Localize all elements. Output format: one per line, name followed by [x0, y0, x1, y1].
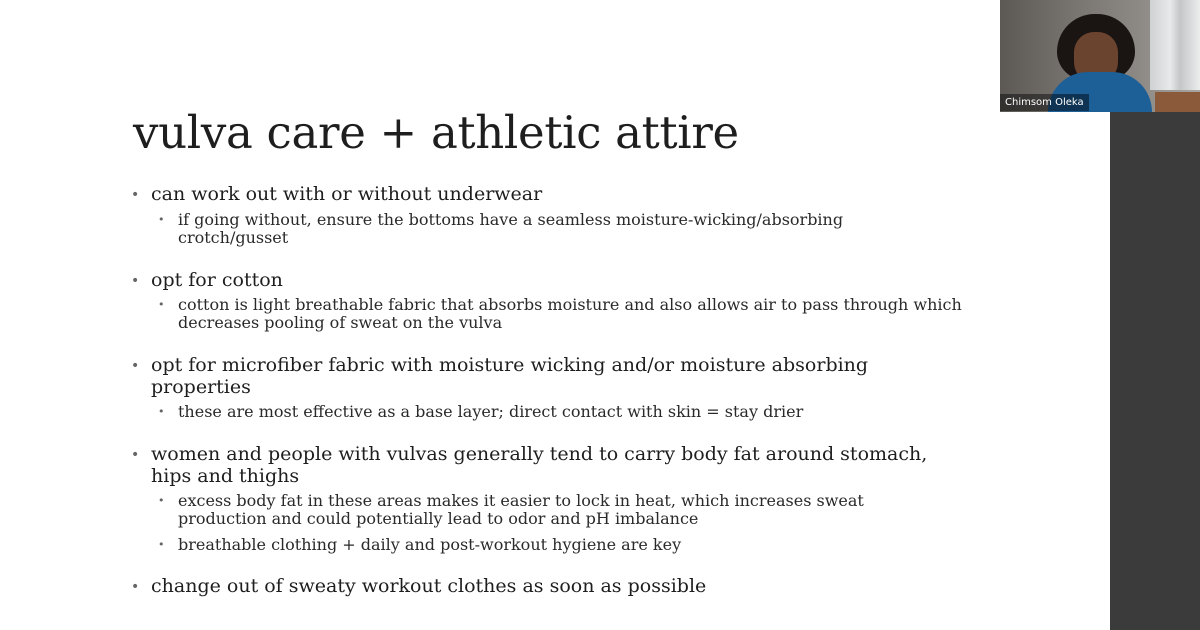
sub-bullet-text: cotton is light breathable fabric that absorbs moisture and also allows air to pass through which decreases pooling of sweat on the vulva [178, 295, 962, 332]
bullet-text: women and people with vulvas generally tend to carry body fat around stomach, hips and thighs [151, 443, 928, 487]
sub-bullet-text: if going without, ensure the bottoms have a seamless moisture-wicking/absorbing crotch/gusset [178, 210, 844, 247]
bullet-dot-icon: • [158, 538, 165, 551]
sub-bullet-text: excess body fat in these areas makes it easier to lock in heat, which increases sweat production and could potentially lead to odor and pH imbalance [178, 491, 864, 528]
bullet-dot-icon: • [131, 447, 140, 463]
bullet-dot-icon: • [131, 273, 140, 289]
bullet-dot-icon: • [158, 213, 165, 226]
sub-bullet-item [128, 492, 978, 528]
bullet-text: opt for cotton [151, 269, 283, 291]
bullet-item [128, 575, 1031, 597]
bullet-item [128, 443, 971, 487]
bullet-dot-icon: • [158, 298, 165, 311]
video-furniture [1155, 92, 1200, 112]
bullet-text: change out of sweaty workout clothes as soon as possible [151, 575, 707, 597]
sub-bullet-item [128, 296, 978, 332]
bullet-item [128, 354, 891, 398]
sub-bullet-text: breathable clothing + daily and post-workout hygiene are key [178, 535, 682, 554]
sub-bullet-item [128, 536, 978, 554]
sub-bullet-text: these are most effective as a base layer; direct contact with skin = stay drier [178, 402, 804, 421]
bullet-item [128, 269, 1031, 291]
bullet-text: opt for microfiber fabric with moisture wicking and/or moisture absorbing properties [151, 354, 869, 398]
bullet-dot-icon: • [131, 358, 140, 374]
meeting-sidebar-background [1110, 112, 1200, 630]
bullet-dot-icon: • [158, 494, 165, 507]
bullet-dot-icon: • [131, 187, 140, 203]
bullet-text: can work out with or without underwear [151, 183, 543, 205]
slide-title: vulva care + athletic attire [133, 106, 739, 159]
participant-name-label: Chimsom Oleka [1000, 94, 1089, 111]
bullet-dot-icon: • [131, 579, 140, 595]
bullet-item [128, 183, 1031, 205]
sub-bullet-item [128, 211, 978, 247]
bullet-dot-icon: • [158, 405, 165, 418]
sub-bullet-item [128, 403, 978, 421]
video-window-blinds [1150, 0, 1200, 90]
